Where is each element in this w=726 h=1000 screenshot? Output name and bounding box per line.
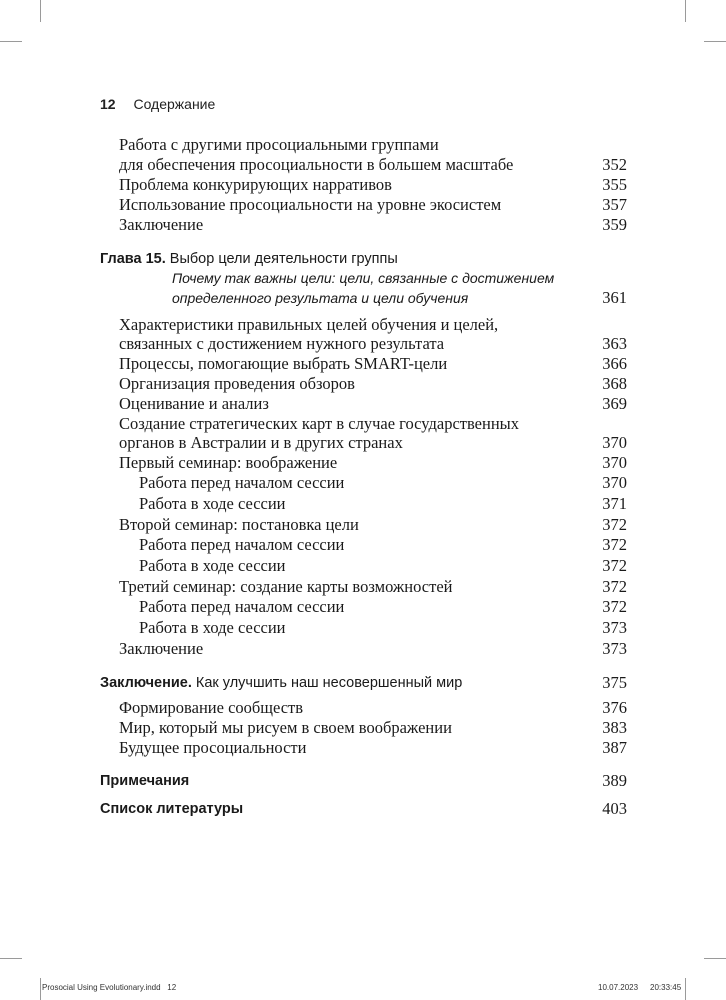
toc-entry-title: Формирование сообществ — [119, 698, 304, 717]
toc-entry-title: Третий семинар: создание карты возможностей — [119, 577, 453, 596]
toc-entry — [0, 473, 726, 493]
toc-entry-title: Работа перед началом сессии — [139, 597, 345, 616]
chapter-subtitle — [0, 268, 726, 288]
chapter-subtitle-text: определенного результата и цели обучения — [172, 290, 469, 306]
toc-entry-title: Первый семинар: воображение — [119, 453, 338, 472]
chapter-subtitle — [0, 288, 726, 308]
toc-entry-title: Заключение — [119, 639, 204, 658]
chapter-title: Выбор цели деятельности группы — [169, 251, 398, 267]
toc-page-number: 369 — [602, 394, 627, 413]
toc-entry-title: Организация проведения обзоров — [119, 374, 355, 393]
toc-entry-title: Заключение — [119, 215, 204, 234]
header-page-number: 12 — [100, 96, 116, 112]
section-title: Как улучшить наш несовершенный мир — [195, 675, 463, 691]
toc-entry-title: Проблема конкурирующих нарративов — [119, 175, 392, 194]
chapter-subtitle-text: Почему так важны цели: цели, связанные с достижением — [172, 270, 555, 286]
toc-page-number: 372 — [602, 577, 627, 596]
toc-entry — [0, 414, 726, 434]
toc-entry-title: для обеспечения просоциальности в большем масштабе — [119, 155, 514, 174]
toc-entry-title: Характеристики правильных целей обучения и целей, — [119, 315, 499, 334]
toc-entry — [0, 433, 726, 453]
section-label: Заключение. — [100, 675, 192, 691]
toc-page-number: 372 — [602, 597, 627, 616]
toc-entry — [0, 494, 726, 514]
toc-entry — [0, 556, 726, 576]
toc-entry — [0, 597, 726, 617]
toc-entry — [0, 195, 726, 215]
toc-page-number: 376 — [602, 698, 627, 717]
toc-entry — [0, 334, 726, 354]
toc-entry — [0, 639, 726, 659]
toc-entry — [0, 618, 726, 638]
toc-entry — [0, 315, 726, 335]
section-heading — [0, 673, 726, 693]
toc-entry — [0, 374, 726, 394]
toc-page-number: 372 — [602, 515, 627, 534]
toc-page-number: 373 — [602, 618, 627, 637]
toc-page-number: 366 — [602, 354, 627, 373]
chapter-heading — [0, 249, 726, 269]
toc-entry-title: Мир, который мы рисуем в своем воображении — [119, 718, 452, 737]
toc-page-number: 372 — [602, 556, 627, 575]
toc-entry-title: связанных с достижением нужного результата — [119, 334, 445, 353]
section-heading — [0, 799, 726, 819]
toc-page-number: 403 — [602, 799, 627, 818]
toc-page-number: 372 — [602, 535, 627, 554]
header-section-title: Содержание — [133, 96, 216, 112]
toc-page-number: 368 — [602, 374, 627, 393]
toc-page-number: 371 — [602, 494, 627, 513]
toc-entry-title: Работа с другими просоциальными группами — [119, 135, 439, 154]
toc-page-number: 370 — [602, 453, 627, 472]
toc-entry-title: Процессы, помогающие выбрать SMART-цели — [119, 354, 448, 373]
toc-entry — [0, 738, 726, 758]
toc-page-number: 387 — [602, 738, 627, 757]
toc-entry-title: Использование просоциальности на уровне экосистем — [119, 195, 502, 214]
toc-entry — [0, 515, 726, 535]
toc-entry — [0, 535, 726, 555]
section-heading — [0, 771, 726, 791]
toc-entry — [0, 215, 726, 235]
toc-entry-title: Работа перед началом сессии — [139, 535, 345, 554]
toc-entry-title: Второй семинар: постановка цели — [119, 515, 359, 534]
slug-date: 10.07.2023 — [598, 983, 639, 992]
toc-entry — [0, 718, 726, 738]
toc-entry — [0, 135, 726, 155]
slug-time: 20:33:45 — [650, 983, 682, 992]
toc-entry — [0, 577, 726, 597]
toc-entry — [0, 394, 726, 414]
toc-page-number: 370 — [602, 433, 627, 452]
chapter-label: Глава 15. — [100, 251, 166, 267]
toc-page-number: 389 — [602, 771, 627, 790]
toc-page-number: 375 — [602, 673, 627, 692]
toc-entry — [0, 175, 726, 195]
slug-file-name: Prosocial Using Evolutionary.indd 12 — [42, 983, 177, 992]
toc-page-number: 352 — [602, 155, 627, 174]
toc-page-number: 370 — [602, 473, 627, 492]
toc-entry — [0, 155, 726, 175]
toc-page-number: 373 — [602, 639, 627, 658]
toc-entry-title: Работа перед началом сессии — [139, 473, 345, 492]
toc-page-number: 361 — [602, 288, 627, 307]
toc-entry-title: Работа в ходе сессии — [139, 618, 286, 637]
toc-page-number: 363 — [602, 334, 627, 353]
toc-entry-title: Работа в ходе сессии — [139, 556, 286, 575]
toc-entry — [0, 354, 726, 374]
toc-entry-title: органов в Австралии и в других странах — [119, 433, 403, 452]
toc-entry — [0, 698, 726, 718]
print-slug — [0, 983, 726, 997]
toc-page-number: 359 — [602, 215, 627, 234]
toc-page-number: 355 — [602, 175, 627, 194]
toc-entry-title: Создание стратегических карт в случае государственных — [119, 414, 519, 433]
toc-entry-title: Работа в ходе сессии — [139, 494, 286, 513]
references-title: Список литературы — [100, 801, 244, 817]
toc-entry-title: Будущее просоциальности — [119, 738, 307, 757]
toc-page-number: 357 — [602, 195, 627, 214]
toc-entry — [0, 453, 726, 473]
toc-entry-title: Оценивание и анализ — [119, 394, 269, 413]
toc-page-number: 383 — [602, 718, 627, 737]
notes-title: Примечания — [100, 773, 190, 789]
